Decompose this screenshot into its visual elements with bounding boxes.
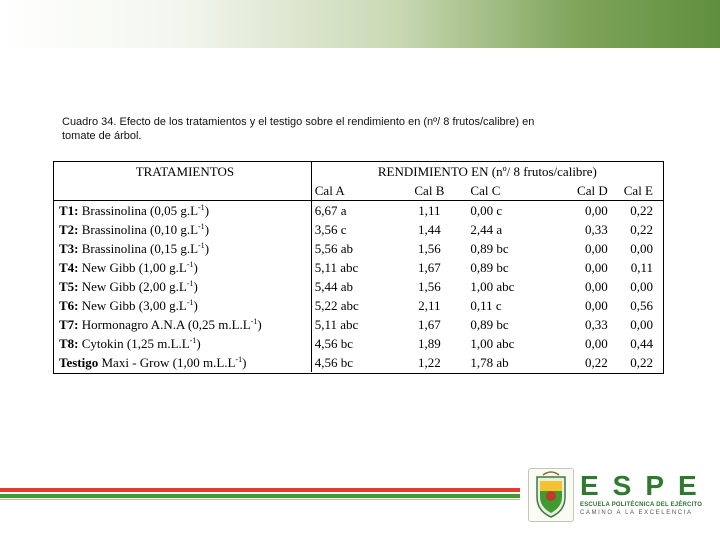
value-cell-cal-c: 0,89 bc bbox=[470, 260, 509, 275]
footer-stripes bbox=[0, 488, 520, 502]
treatment-cell bbox=[54, 239, 311, 258]
treatment-unit-exponent: -1 bbox=[250, 317, 258, 326]
value-cell-cal-d: 0,22 bbox=[585, 355, 608, 370]
treatment-code: T2: bbox=[59, 222, 79, 237]
treatment-cell bbox=[54, 334, 311, 353]
value-cell-cal-b: 1,56 bbox=[418, 279, 441, 294]
value-cell-cal-b: 2,11 bbox=[418, 298, 441, 313]
value-cell-cal-d: 0,33 bbox=[585, 222, 608, 237]
value-cell-cal-e: 0,11 bbox=[630, 260, 653, 275]
table-header-row bbox=[54, 162, 663, 181]
value-cell-cal-d: 0,00 bbox=[585, 298, 608, 313]
treatment-close-paren: ) bbox=[204, 222, 210, 237]
treatment-code: T3: bbox=[59, 241, 79, 256]
value-cell-cal-a: 5,56 ab bbox=[314, 241, 354, 256]
treatment-code: T5: bbox=[59, 279, 79, 294]
table-row bbox=[54, 220, 663, 239]
footer-thin-line bbox=[0, 499, 520, 500]
treatment-unit-exponent: -1 bbox=[189, 336, 197, 345]
value-cell-cal-e: 0,22 bbox=[630, 222, 653, 237]
treatment-name: New Gibb (1,00 g.L bbox=[78, 260, 187, 275]
treatment-code: Testigo bbox=[59, 355, 99, 370]
espe-logo bbox=[528, 468, 712, 524]
treatment-code: T4: bbox=[59, 260, 79, 275]
treatment-close-paren: ) bbox=[196, 336, 201, 351]
value-cell-cal-b: 1,44 bbox=[418, 222, 441, 237]
treatment-name: Brassinolina (0,05 g.L bbox=[78, 203, 199, 218]
value-cell-cal-c: 1,00 abc bbox=[470, 279, 515, 294]
treatment-close-paren: ) bbox=[193, 260, 198, 275]
value-cell-cal-e: 0,00 bbox=[630, 317, 653, 332]
value-cell-cal-a: 6,67 a bbox=[314, 203, 347, 218]
treatment-cell bbox=[54, 220, 311, 239]
header-treatments: TRATAMIENTOS bbox=[54, 162, 311, 181]
logo-tagline: CAMINO A LA EXCELENCIA bbox=[580, 510, 693, 516]
value-cell-cal-c: 0,11 c bbox=[470, 298, 502, 313]
treatment-unit-exponent: -1 bbox=[235, 355, 243, 364]
treatment-unit-exponent: -1 bbox=[198, 222, 205, 231]
logo-wordmark: ESPE bbox=[580, 470, 711, 501]
treatment-close-paren: ) bbox=[242, 355, 247, 370]
value-cell-cal-d: 0,00 bbox=[585, 279, 608, 294]
treatment-name: New Gibb (3,00 g.L bbox=[78, 298, 187, 313]
caption-line-1: Cuadro 34. Efecto de los tratamientos y el testigo sobre el rendimiento en (nº/ 8 frutos/calibre) en bbox=[62, 116, 535, 128]
value-cell-cal-d: 0,00 bbox=[585, 203, 608, 218]
treatment-cell bbox=[54, 353, 311, 372]
treatment-cell bbox=[54, 296, 311, 315]
treatment-name: Hormonagro A.N.A (0,25 m.L.L bbox=[78, 317, 251, 332]
treatment-close-paren: ) bbox=[193, 298, 198, 313]
value-cell-cal-b: 1,67 bbox=[418, 317, 441, 332]
value-cell-cal-e: 0,56 bbox=[630, 298, 653, 313]
value-cell-cal-a: 4,56 bc bbox=[314, 336, 354, 351]
treatment-name: New Gibb (2,00 g.L bbox=[78, 279, 187, 294]
value-cell-cal-e: 0,00 bbox=[630, 241, 653, 256]
column-header-cal-c: Cal C bbox=[467, 181, 549, 201]
treatment-unit-exponent: -1 bbox=[198, 203, 205, 212]
table-subheader-row bbox=[54, 181, 663, 201]
value-cell-cal-d: 0,00 bbox=[585, 336, 608, 351]
crest-icon bbox=[528, 468, 574, 522]
treatment-code: T8: bbox=[59, 336, 79, 351]
results-table bbox=[53, 161, 664, 374]
treatment-close-paren: ) bbox=[193, 279, 198, 294]
table-row bbox=[54, 315, 663, 334]
footer-green-stripe bbox=[0, 494, 520, 498]
caption-line-2: tomate de árbol. bbox=[62, 130, 142, 142]
value-cell-cal-d: 0,33 bbox=[585, 317, 608, 332]
value-cell-cal-b: 1,56 bbox=[418, 241, 441, 256]
value-cell-cal-a: 5,11 abc bbox=[314, 317, 359, 332]
header-gradient-band bbox=[0, 0, 720, 48]
treatment-close-paren: ) bbox=[204, 203, 210, 218]
value-cell-cal-a: 5,22 abc bbox=[314, 298, 359, 313]
table-row bbox=[54, 258, 663, 277]
treatment-cell bbox=[54, 277, 311, 296]
treatment-name: Brassinolina (0,15 g.L bbox=[78, 241, 199, 256]
value-cell-cal-c: 0,89 bc bbox=[470, 317, 509, 332]
treatment-unit-exponent: -1 bbox=[186, 279, 194, 288]
table-row bbox=[54, 334, 663, 353]
treatment-unit-exponent: -1 bbox=[186, 298, 194, 307]
value-cell-cal-d: 0,00 bbox=[585, 260, 608, 275]
value-cell-cal-e: 0,22 bbox=[630, 203, 653, 218]
value-cell-cal-c: 1,00 abc bbox=[470, 336, 515, 351]
header-yield: RENDIMIENTO EN (nº/ 8 frutos/calibre) bbox=[377, 164, 597, 179]
value-cell-cal-b: 1,89 bbox=[418, 336, 441, 351]
table-row bbox=[54, 201, 663, 221]
value-cell-cal-d: 0,00 bbox=[585, 241, 608, 256]
value-cell-cal-e: 0,22 bbox=[630, 355, 653, 370]
value-cell-cal-e: 0,00 bbox=[630, 279, 653, 294]
treatment-cell bbox=[54, 201, 311, 221]
table-row bbox=[54, 296, 663, 315]
treatment-name: Maxi - Grow (1,00 m.L.L bbox=[98, 355, 236, 370]
treatment-name: Brassinolina (0,10 g.L bbox=[78, 222, 199, 237]
treatment-code: T6: bbox=[59, 298, 79, 313]
treatment-unit-exponent: -1 bbox=[186, 260, 194, 269]
treatment-cell bbox=[54, 315, 311, 334]
value-cell-cal-e: 0,44 bbox=[630, 336, 653, 351]
treatment-close-paren: ) bbox=[204, 241, 210, 256]
value-cell-cal-a: 3,56 c bbox=[314, 222, 347, 237]
treatment-name: Cytokin (1,25 m.L.L bbox=[78, 336, 190, 351]
subheader-empty-cell bbox=[54, 181, 311, 201]
table-row bbox=[54, 353, 663, 372]
table-row bbox=[54, 277, 663, 296]
value-cell-cal-c: 2,44 a bbox=[470, 222, 503, 237]
column-header-cal-b: Cal B bbox=[391, 181, 467, 201]
column-header-cal-d: Cal D bbox=[549, 181, 624, 201]
value-cell-cal-c: 0,00 c bbox=[470, 203, 503, 218]
column-header-cal-a: Cal A bbox=[311, 181, 391, 201]
logo-subtitle: ESCUELA POLITÉCNICA DEL EJÉRCITO bbox=[580, 502, 703, 508]
table-caption bbox=[62, 115, 662, 143]
treatment-code: T7: bbox=[59, 317, 79, 332]
treatment-close-paren: ) bbox=[257, 317, 262, 332]
treatment-cell bbox=[54, 258, 311, 277]
table-row bbox=[54, 239, 663, 258]
value-cell-cal-b: 1,11 bbox=[418, 203, 441, 218]
treatment-unit-exponent: -1 bbox=[198, 241, 205, 250]
value-cell-cal-a: 5,44 ab bbox=[314, 279, 354, 294]
value-cell-cal-a: 4,56 bc bbox=[314, 355, 354, 370]
value-cell-cal-b: 1,67 bbox=[418, 260, 441, 275]
column-header-cal-e: Cal E bbox=[624, 181, 663, 201]
footer-red-stripe bbox=[0, 488, 520, 492]
value-cell-cal-a: 5,11 abc bbox=[314, 260, 359, 275]
treatment-code: T1: bbox=[59, 203, 79, 218]
value-cell-cal-c: 1,78 ab bbox=[470, 355, 509, 370]
value-cell-cal-c: 0,89 bc bbox=[470, 241, 509, 256]
value-cell-cal-b: 1,22 bbox=[418, 355, 441, 370]
